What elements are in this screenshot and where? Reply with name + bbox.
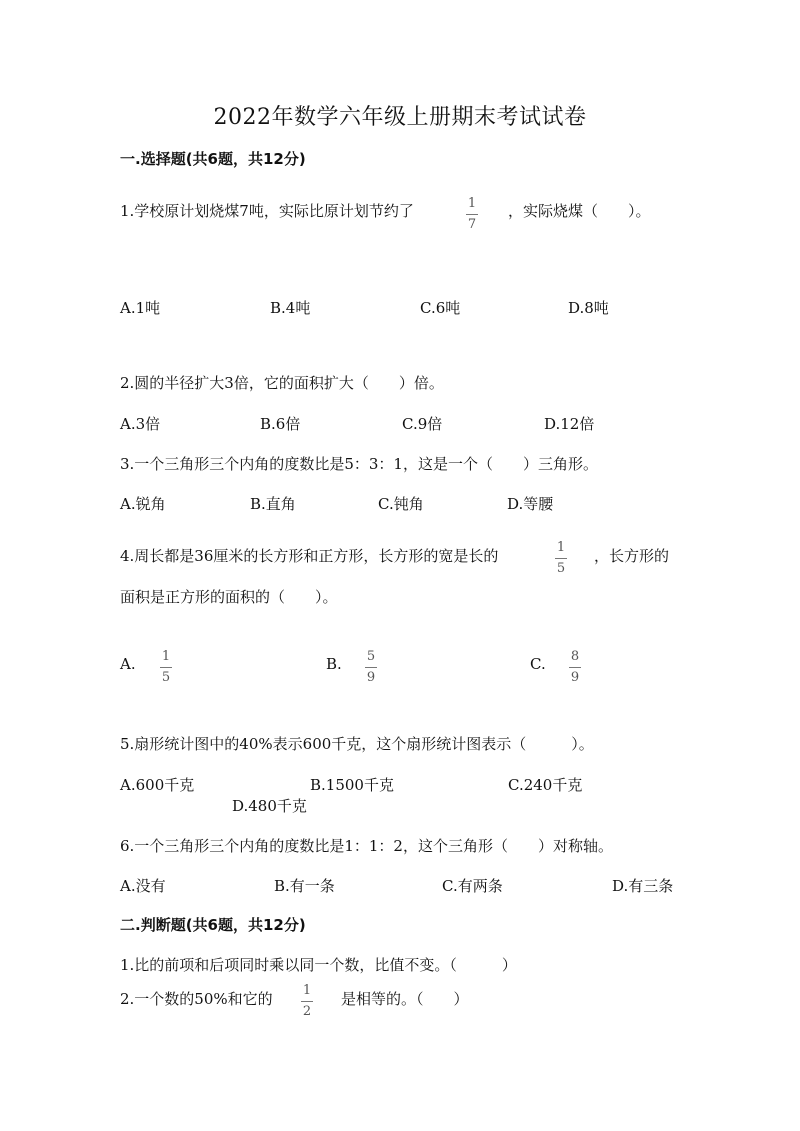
q6-option-a[interactable]: A.没有	[120, 877, 166, 895]
q4-option-c-fraction[interactable]	[569, 650, 581, 685]
q4-option-b-den: 9	[366, 670, 376, 685]
section-choice-heading: 一.选择题(共6题，共12分)	[120, 150, 306, 168]
q2-text: 2.圆的半径扩大3倍，它的面积扩大（ ）倍。	[120, 374, 444, 392]
q4-frac-num: 1	[556, 540, 566, 555]
q1-fraction	[466, 197, 478, 232]
q4-fraction	[555, 541, 567, 576]
j2-fraction	[301, 984, 313, 1019]
q5-option-c[interactable]: C.240千克	[508, 776, 583, 794]
q4-text-line2: 面积是正方形的面积的（ ）。	[120, 588, 338, 606]
q1-option-a[interactable]: A.1吨	[120, 299, 161, 317]
q1-text-end: ，实际烧煤（ ）。	[508, 202, 651, 220]
q4-option-a-fraction[interactable]	[160, 650, 172, 685]
q4-option-a-num: 1	[161, 649, 171, 664]
q1-option-d[interactable]: D.8吨	[568, 299, 609, 317]
q3-option-a[interactable]: A.锐角	[120, 495, 166, 513]
q3-option-d[interactable]: D.等腰	[507, 495, 554, 513]
q4-option-b-fraction[interactable]	[365, 650, 377, 685]
q4-text-start: 4.周长都是36厘米的长方形和正方形，长方形的宽是长的	[120, 547, 499, 565]
q4-option-c-num: 8	[570, 649, 580, 664]
q6-text: 6.一个三角形三个内角的度数比是1：1：2，这个三角形（ ）对称轴。	[120, 837, 613, 855]
q4-option-a-label[interactable]: A.	[120, 655, 136, 673]
q4-frac-den: 5	[556, 561, 566, 576]
q6-option-c[interactable]: C.有两条	[442, 877, 503, 895]
q4-option-c-label[interactable]: C.	[530, 655, 546, 673]
q1-option-b[interactable]: B.4吨	[270, 299, 311, 317]
q5-text: 5.扇形统计图中的40%表示600千克，这个扇形统计图表示（ ）。	[120, 735, 594, 753]
j2-text-start: 2.一个数的50%和它的	[120, 990, 273, 1008]
q2-option-d[interactable]: D.12倍	[544, 415, 595, 433]
q5-option-d[interactable]: D.480千克	[232, 797, 307, 815]
q4-option-b-num: 5	[366, 649, 376, 664]
q4-option-b-label[interactable]: B.	[326, 655, 342, 673]
page-title: 2022年数学六年级上册期末考试试卷	[213, 105, 587, 130]
q1-option-c[interactable]: C.6吨	[420, 299, 461, 317]
q4-text-end: ，长方形的	[594, 547, 670, 565]
j2-text-end: 是相等的。（ ）	[341, 990, 469, 1008]
q3-option-c[interactable]: C.钝角	[378, 495, 424, 513]
q6-option-d[interactable]: D.有三条	[612, 877, 674, 895]
q3-text: 3.一个三角形三个内角的度数比是5：3：1，这是一个（ ）三角形。	[120, 455, 598, 473]
q4-option-a-den: 5	[161, 670, 171, 685]
q2-option-c[interactable]: C.9倍	[402, 415, 443, 433]
q6-option-b[interactable]: B.有一条	[274, 877, 335, 895]
j1-text: 1.比的前项和后项同时乘以同一个数，比值不变。（ ）	[120, 956, 517, 974]
q2-option-b[interactable]: B.6倍	[260, 415, 301, 433]
q4-option-c-den: 9	[570, 670, 580, 685]
j2-frac-den: 2	[302, 1004, 312, 1019]
q5-option-a[interactable]: A.600千克	[120, 776, 195, 794]
section-judge-heading: 二.判断题(共6题，共12分)	[120, 916, 306, 934]
q1-text-start: 1.学校原计划烧煤7吨，实际比原计划节约了	[120, 202, 414, 220]
q1-frac-den: 7	[467, 217, 477, 232]
q2-option-a[interactable]: A.3倍	[120, 415, 161, 433]
q5-option-b[interactable]: B.1500千克	[310, 776, 394, 794]
q3-option-b[interactable]: B.直角	[250, 495, 296, 513]
j2-frac-num: 1	[302, 983, 312, 998]
q1-frac-num: 1	[467, 196, 477, 211]
